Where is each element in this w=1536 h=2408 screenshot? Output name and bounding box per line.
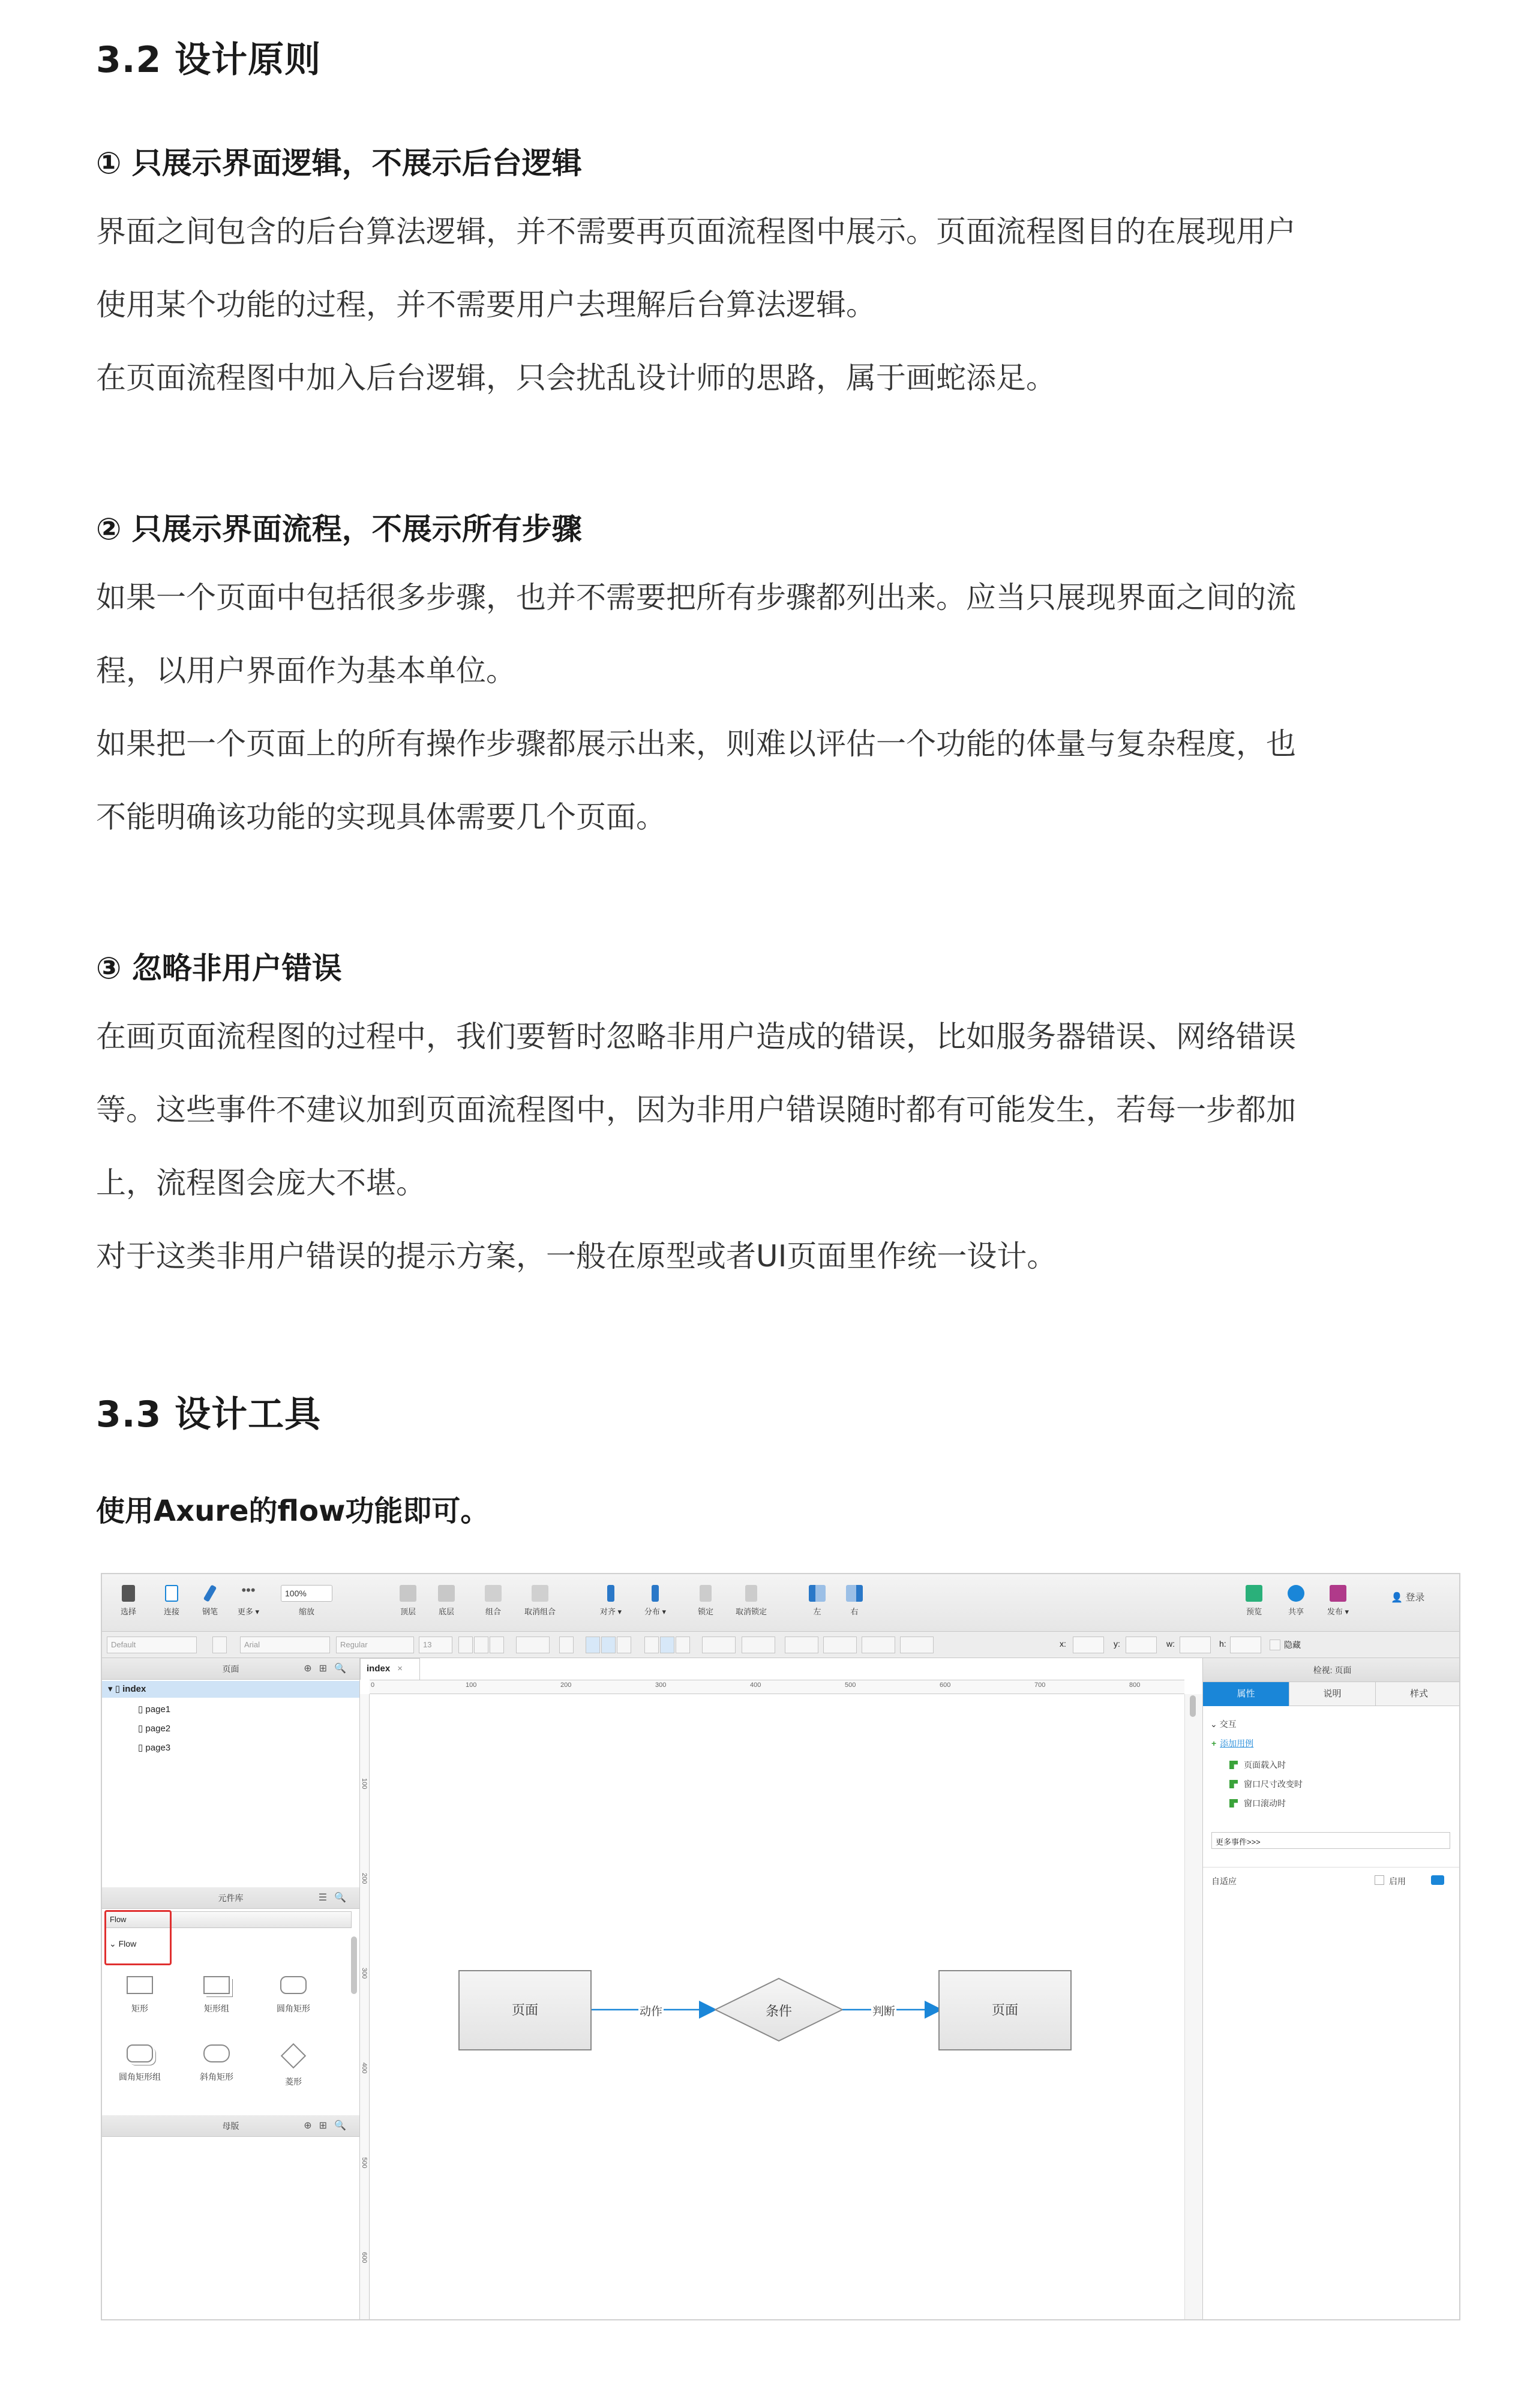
paragraph-2-line-2: 程，以用户界面作为基本单位。 (96, 653, 516, 688)
event-icon (1229, 1761, 1238, 1769)
library-select[interactable]: Flow (106, 1911, 352, 1928)
h-label: h: (1219, 1639, 1226, 1649)
inspector-header: 检视: 页面 (1203, 1658, 1460, 1682)
zoom-control[interactable]: 100% 缩放 (280, 1585, 334, 1617)
pages-panel-icons[interactable]: ⊕⊞🔍 (304, 1664, 353, 1674)
lib-rounded-rectangle-group[interactable]: 圆角矩形组 (107, 2044, 173, 2083)
paragraph-1-line-3: 在页面流程图中加入后台逻辑，只会扰乱设计师的思路，属于画蛇添足。 (96, 361, 1056, 395)
zoom-select[interactable]: 100% (281, 1585, 332, 1602)
valign-middle-button[interactable] (660, 1637, 674, 1653)
close-icon[interactable]: × (397, 1664, 403, 1674)
select-tool[interactable]: 选择 (110, 1585, 146, 1617)
user-icon: 👤 (1391, 1593, 1406, 1603)
lock-icon (700, 1585, 712, 1602)
adaptive-settings-icon[interactable] (1431, 1875, 1444, 1885)
condition-label: 条件 (765, 2004, 792, 2019)
lib-rounded-rectangle[interactable]: 圆角矩形 (260, 1976, 326, 2014)
hide-label: 隐藏 (1284, 1640, 1301, 1650)
w-input[interactable] (1180, 1637, 1211, 1653)
y-label: y: (1114, 1639, 1120, 1649)
right-panel-icon (846, 1585, 863, 1602)
principle-1-title: ① 只展示界面逻辑，不展示后台逻辑 (96, 146, 582, 181)
tree-item-page1[interactable]: ▯ page1 (138, 1704, 171, 1715)
send-bottom-icon (438, 1585, 455, 1602)
pages-panel (102, 1658, 360, 1887)
group-icon (485, 1585, 502, 1602)
font-select[interactable]: Arial (240, 1637, 330, 1653)
hide-checkbox[interactable] (1270, 1640, 1280, 1650)
more-events-select[interactable]: 更多事件>>> (1211, 1832, 1450, 1849)
event-icon (1229, 1799, 1238, 1807)
inspector-tabs (1203, 1682, 1460, 1706)
page-icon: ▯ (138, 1704, 146, 1715)
page-box-start[interactable]: 页面 (458, 1970, 592, 2050)
fill-color-button[interactable] (702, 1637, 736, 1653)
align-center-button[interactable] (601, 1637, 616, 1653)
tab-properties[interactable]: 属性 (1203, 1682, 1289, 1706)
tool-subtitle: 使用Axure的flow功能即可。 (96, 1494, 490, 1528)
share-button[interactable]: 共享 (1278, 1585, 1314, 1617)
more-icon: ••• (241, 1583, 256, 1598)
page-icon: ▯ (138, 1724, 146, 1734)
x-label: x: (1060, 1639, 1066, 1649)
expand-icon[interactable]: ▾ (108, 1684, 115, 1694)
ruler-h-label: 500 (845, 1682, 856, 1689)
more-tool[interactable]: ••• 更多 ▾ (237, 1583, 260, 1616)
paragraph-3-line-1: 在画页面流程图的过程中，我们要暂时忽略非用户造成的错误，比如服务器错误、网络错误 (96, 1019, 1296, 1054)
canvas-area (360, 1658, 1202, 2320)
underline-button[interactable] (490, 1637, 504, 1653)
add-case-link[interactable]: + 添加用例 (1211, 1739, 1254, 1748)
lock-button[interactable]: 锁定 (688, 1585, 724, 1617)
event-page-load[interactable]: 页面载入时 (1229, 1759, 1286, 1771)
align-icon (607, 1585, 614, 1602)
unlock-icon (745, 1585, 757, 1602)
weight-select[interactable]: Regular (336, 1637, 414, 1653)
preview-button[interactable]: 预览 (1236, 1585, 1272, 1617)
distribute-icon (652, 1585, 659, 1602)
line-style-button[interactable] (862, 1637, 895, 1653)
valign-top-button[interactable] (644, 1637, 659, 1653)
ruler-h-label: 400 (750, 1682, 761, 1689)
top-button[interactable]: 顶层 (390, 1585, 426, 1617)
size-select[interactable]: 13 (419, 1637, 452, 1653)
tree-item-page2[interactable]: ▯ page2 (138, 1724, 171, 1734)
enable-label: 启用 (1389, 1876, 1406, 1886)
action-label: 动作 (638, 2002, 664, 2019)
h-input[interactable] (1230, 1637, 1261, 1653)
login-button[interactable]: 👤 登录 (1391, 1593, 1425, 1603)
line-color-button[interactable] (785, 1637, 818, 1653)
event-icon (1229, 1780, 1238, 1788)
ruler-h-label: 700 (1034, 1682, 1046, 1689)
event-window-resize[interactable]: 窗口尺寸改变时 (1229, 1778, 1303, 1790)
valign-bottom-button[interactable] (676, 1637, 690, 1653)
connect-icon (165, 1585, 178, 1602)
principle-3-title: ③ 忽略非用户错误 (96, 951, 342, 986)
ruler-v-label: 400 (361, 2062, 368, 2074)
italic-button[interactable] (474, 1637, 488, 1653)
ruler-h-label: 800 (1129, 1682, 1141, 1689)
ungroup-icon (532, 1585, 548, 1602)
library-panel (102, 1887, 360, 2115)
lib-diamond[interactable]: 菱形 (260, 2044, 326, 2088)
group-button[interactable]: 组合 (475, 1585, 511, 1617)
line-width-button[interactable] (823, 1637, 857, 1653)
page-icon: ▯ (115, 1684, 123, 1694)
bold-button[interactable] (458, 1637, 473, 1653)
diamond-icon (281, 2043, 306, 2068)
ruler-v-label: 100 (361, 1778, 368, 1790)
pen-tool[interactable]: 钢笔 (192, 1585, 228, 1617)
ruler-h-label: 100 (466, 1682, 477, 1689)
connect-tool[interactable]: 连接 (154, 1585, 190, 1617)
paragraph-1-line-1: 界面之间包含的后台算法逻辑，并不需要再页面流程图中展示。页面流程图目的在展现用户 (96, 214, 1296, 249)
bottom-button[interactable]: 底层 (428, 1585, 464, 1617)
interaction-section[interactable]: ⌄ 交互 (1210, 1719, 1237, 1729)
masters-panel-header: 母版 ⊕⊞🔍 (102, 2115, 359, 2137)
tab-notes[interactable]: 说明 (1289, 1682, 1376, 1706)
unlock-button[interactable]: 取消锁定 (727, 1585, 775, 1617)
rectangle-group-icon (203, 1976, 230, 1994)
heading-3-3: 3.3 设计工具 (96, 1394, 322, 1436)
enable-checkbox[interactable] (1375, 1875, 1384, 1885)
ungroup-button[interactable]: 取消组合 (516, 1585, 564, 1617)
paragraph-3-line-2: 等。这些事件不建议加到页面流程图中，因为非用户错误随时都有可能发生，若每一步都加 (96, 1092, 1296, 1127)
judge-label: 判断 (871, 2002, 896, 2019)
x-input[interactable] (1073, 1637, 1104, 1653)
paragraph-3-line-4: 对于这类非用户错误的提示方案，一般在原型或者UI页面里作统一设计。 (96, 1239, 1057, 1274)
ruler-h-label: 0 (371, 1682, 375, 1689)
inspector-panel (1202, 1658, 1460, 2320)
paragraph-2-line-4: 不能明确该功能的实现具体需要几个页面。 (96, 800, 666, 834)
bring-top-icon (400, 1585, 416, 1602)
cloud-icon (1288, 1585, 1304, 1602)
adaptive-label: 自适应 (1211, 1876, 1237, 1886)
align-button[interactable]: 对齐 ▾ (593, 1585, 629, 1617)
principle-2-title: ② 只展示界面流程，不展示所有步骤 (96, 512, 582, 547)
tree-item-page3[interactable]: ▯ page3 (138, 1743, 171, 1753)
ruler-h-label: 200 (560, 1682, 572, 1689)
publish-button[interactable]: 发布 ▾ (1320, 1585, 1356, 1617)
ruler-v-label: 600 (361, 2252, 368, 2263)
right-panel-toggle[interactable]: 右 (836, 1585, 872, 1617)
pages-panel-header: 页面 ⊕⊞🔍 (102, 1658, 359, 1680)
preview-icon (1246, 1585, 1262, 1602)
masters-panel-icons[interactable]: ⊕⊞🔍 (304, 2121, 353, 2131)
rectangle-icon (127, 1976, 153, 1994)
page-icon: ▯ (138, 1743, 146, 1753)
paragraph-3-line-3: 上，流程图会庞大不堪。 (96, 1166, 426, 1200)
bullet-button[interactable] (559, 1637, 574, 1653)
tree-item-index[interactable]: ▾ ▯ index (108, 1684, 146, 1694)
publish-icon (1330, 1585, 1346, 1602)
ruler-v-label: 300 (361, 1968, 368, 1979)
align-right-button[interactable] (617, 1637, 631, 1653)
align-left-button[interactable] (586, 1637, 600, 1653)
arrow-style-button[interactable] (900, 1637, 934, 1653)
tab-style[interactable]: 样式 (1409, 1689, 1428, 1699)
ruler-v-label: 200 (361, 1873, 368, 1884)
event-window-scroll[interactable]: 窗口滚动时 (1229, 1797, 1286, 1809)
w-label: w: (1166, 1639, 1175, 1649)
page-box-end[interactable]: 页面 (938, 1970, 1072, 2050)
select-icon (122, 1585, 135, 1602)
ruler-v-label: 500 (361, 2157, 368, 2169)
pen-icon (203, 1584, 217, 1602)
font-color-button[interactable] (516, 1637, 550, 1653)
paragraph-1-line-2: 使用某个功能的过程，并不需要用户去理解后台算法逻辑。 (96, 287, 876, 322)
bevel-rectangle-icon (203, 2044, 230, 2062)
heading-3-2: 3.2 设计原则 (96, 39, 322, 81)
style-editor-icon[interactable] (212, 1637, 227, 1653)
library-group-flow[interactable]: ⌄ Flow (109, 1939, 137, 1948)
axure-toolbar (102, 1574, 1459, 1632)
library-scrollbar[interactable] (351, 1936, 357, 1994)
lib-rectangle-group[interactable]: 矩形组 (184, 1976, 250, 2014)
left-panel-icon (809, 1585, 826, 1602)
highlight-box (104, 1910, 172, 1965)
left-panel-toggle[interactable]: 左 (799, 1585, 835, 1617)
masters-panel (102, 2115, 360, 2320)
paragraph-2-line-1: 如果一个页面中包括很多步骤，也并不需要把所有步骤都列出来。应当只展现界面之间的流 (96, 580, 1296, 615)
rounded-rectangle-group-icon (127, 2044, 153, 2062)
style-select[interactable]: Default (107, 1637, 197, 1653)
chevron-down-icon: ⌄ (1210, 1719, 1220, 1729)
lib-bevel-rectangle[interactable]: 斜角矩形 (184, 2044, 250, 2083)
chevron-down-icon: ⌄ (109, 1939, 119, 1948)
ruler-h-label: 600 (940, 1682, 951, 1689)
lib-rectangle[interactable]: 矩形 (107, 1976, 173, 2014)
y-input[interactable] (1126, 1637, 1157, 1653)
axure-screenshot (101, 1573, 1460, 2320)
format-bar (102, 1632, 1459, 1658)
shadow-button[interactable] (742, 1637, 775, 1653)
rounded-rectangle-icon (280, 1976, 307, 1994)
plus-icon: + (1211, 1739, 1217, 1748)
library-panel-icons[interactable]: ☰🔍 (318, 1893, 353, 1903)
tab-index[interactable]: index × (360, 1658, 420, 1680)
ruler-h-label: 300 (655, 1682, 667, 1689)
paragraph-2-line-3: 如果把一个页面上的所有操作步骤都展示出来，则难以评估一个功能的体量与复杂程度，也 (96, 726, 1296, 761)
distribute-button[interactable]: 分布 ▾ (637, 1585, 673, 1617)
library-panel-header: 元件库 ☰🔍 (102, 1887, 359, 1909)
